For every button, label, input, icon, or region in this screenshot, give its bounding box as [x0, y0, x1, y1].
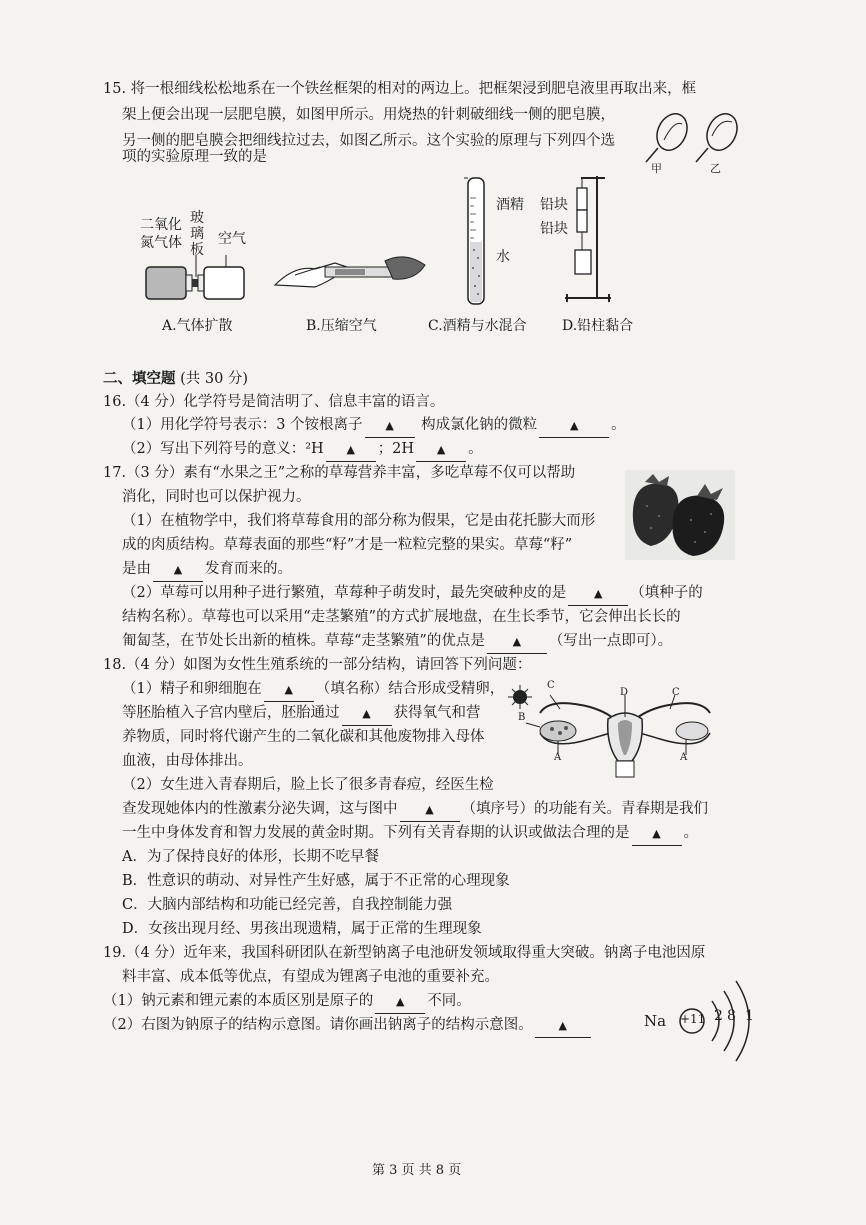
q18-option-d: D．女孩出现月经、男孩出现遗精，属于正常的生理现象	[122, 921, 482, 937]
fig-yi-label: 乙	[710, 162, 721, 175]
q18-line-7	[122, 822, 698, 846]
lead-cylinder-stand-figure	[555, 172, 615, 307]
answer-blank[interactable]	[400, 798, 460, 822]
section-2-heading	[103, 368, 248, 390]
option-c-caption: C.酒精与水混合	[428, 318, 527, 334]
q15-line-3: 另一侧的肥皂膜会把细线拉过去，如图乙所示。这个实验的原理与下列四个选	[122, 133, 615, 149]
q18-l2-a: 等胚胎植入子宫内壁后，胚胎通过	[122, 705, 340, 721]
answer-blank[interactable]	[264, 678, 314, 702]
q16-stem: 16.（4 分）化学符号是简洁明了、信息丰富的语言。	[103, 394, 445, 410]
q19-p1-a: （1）钠元素和锂元素的本质区别是原子的	[103, 993, 374, 1009]
answer-blank[interactable]	[153, 558, 203, 582]
diagram-label-a1: A	[554, 752, 562, 763]
diagram-label-b: B	[518, 712, 526, 723]
q17-line-5	[122, 558, 292, 582]
option-a-caption: A.气体扩散	[162, 318, 233, 334]
option-b-caption: B.压缩空气	[306, 318, 377, 334]
q17-l6-b: （填种子的	[630, 585, 703, 601]
label-lead-1: 铅块	[540, 197, 568, 213]
q18-line-4: 血液，由母体排出。	[122, 753, 253, 769]
q18-stem: 18.（4 分）如图为女性生殖系统的一部分结构，请回答下列问题：	[103, 657, 532, 673]
atom-symbol: Na	[644, 1012, 667, 1030]
label-glass-2: 璃	[190, 226, 204, 242]
diagram-label-c1: C	[547, 680, 555, 691]
q17-l6-a: （2）草莓可以用种子进行繁殖，草莓种子萌发时，最先突破种皮的是	[122, 585, 567, 601]
q19-p1-b: 不同。	[427, 993, 471, 1009]
page-footer: 第 3 页 共 8 页	[372, 1163, 462, 1178]
q15-line-1: 15. 将一根细线松松地系在一个铁丝框架的相对的两边上。把框架浸到肥皂液里再取出来，框	[103, 81, 697, 97]
atom-nucleus: +11	[680, 1012, 706, 1026]
answer-mark: ▲	[594, 587, 603, 600]
answer-blank[interactable]	[487, 630, 547, 654]
q18-option-c: C．大脑内部结构和功能已经完善，自我控制能力强	[122, 897, 453, 913]
label-water: 水	[496, 249, 510, 265]
label-glass-3: 板	[190, 242, 204, 258]
q18-option-a: A．为了保持良好的体形，长期不吃早餐	[122, 849, 379, 865]
q17-l5-b: 发育而来的。	[205, 561, 292, 577]
female-reproductive-diagram	[510, 683, 725, 783]
q18-l7-a: 一生中身体发育和智力发展的黄金时期。下列有关青春期的认识或做法合理的是	[122, 825, 630, 841]
q17-l5-a: 是由	[122, 561, 151, 577]
atom-shell-1: 2	[714, 1008, 723, 1024]
label-lead-2: 铅块	[540, 221, 568, 237]
q18-l6-b: （填序号）的功能有关。青春期是我们	[461, 801, 708, 817]
answer-blank[interactable]	[416, 438, 466, 462]
answer-mark: ▲	[385, 419, 394, 432]
q18-option-b: B．性意识的萌动、对异性产生好感，属于不正常的心理现象	[122, 873, 510, 889]
gas-diffusion-figure	[140, 255, 250, 310]
q19-p2-text: （2）右图为钠原子的结构示意图。请你画出钠离子的结构示意图。	[103, 1017, 533, 1033]
answer-blank[interactable]	[535, 1014, 591, 1038]
atom-shell-2: 8	[727, 1008, 736, 1024]
diagram-label-c2: C	[672, 687, 680, 698]
answer-mark: ▲	[362, 707, 371, 720]
alcohol-water-tube-figure	[462, 178, 492, 308]
atom-shell-3: 1	[745, 1008, 754, 1024]
q16-part-2: （2）写出下列符号的意义：²H ▲ ；2H ▲ 。	[122, 438, 483, 462]
q16-p2-text-b: ；2H	[377, 441, 415, 457]
answer-mark: ▲	[425, 803, 434, 816]
answer-mark: ▲	[396, 995, 405, 1008]
answer-mark: ▲	[569, 419, 579, 432]
answer-mark: ▲	[284, 683, 293, 696]
answer-blank[interactable]	[365, 414, 415, 438]
q15-line-2: 架上便会出现一层肥皂膜，如图甲所示。用烧热的针刺破细线一侧的肥皂膜，	[122, 107, 615, 123]
answer-blank[interactable]	[539, 414, 609, 438]
q17-l8-a: 匍匐茎，在节处长出新的植株。草莓“走茎繁殖”的优点是	[122, 633, 485, 649]
q17-line-4: 成的肉质结构。草莓表面的那些“籽”才是一粒粒完整的果实。草莓“籽”	[122, 537, 573, 553]
q19-part-1	[103, 990, 471, 1014]
answer-mark: ▲	[436, 443, 446, 456]
q17-l8-b: （写出一点即可）。	[548, 633, 673, 649]
answer-blank[interactable]	[375, 990, 425, 1014]
section-2-title: 二、填空题	[103, 370, 176, 387]
strawberry-photo	[625, 470, 735, 560]
q16-p1-text-b: 构成氯化钠的微粒	[421, 417, 538, 433]
q17-line-3: （1）在植物学中，我们将草莓食用的部分称为假果，它是由花托膨大而形	[122, 513, 596, 529]
compress-air-figure	[275, 245, 435, 300]
q18-line-3: 养物质，同时将代谢产生的二氧化碳和其他废物排入母体	[122, 729, 485, 745]
q17-line-1: 17.（3 分）素有“水果之王”之称的草莓营养丰富，多吃草莓不仅可以帮助	[103, 465, 576, 481]
label-no2-line2: 氮气体	[140, 235, 182, 251]
q17-line-7: 结构名称）。草莓也可以采用“走茎繁殖”的方式扩展地盘，在生长季节，它会伸出长长的	[122, 609, 681, 625]
q18-l6-a: 查发现她体内的性激素分泌失调，这与图中	[122, 801, 398, 817]
q17-line-8	[122, 630, 672, 654]
option-d-caption: D.铅柱黏合	[562, 318, 634, 334]
diagram-label-a2: A	[680, 752, 688, 763]
q19-line-1: 19.（4 分）近年来，我国科研团队在新型钠离子电池研发领域取得重大突破。钠离子电池因原	[103, 945, 706, 961]
q18-line-5: （2）女生进入青春期后，脸上长了很多青春痘，经医生检	[122, 777, 494, 793]
q18-l1-a: （1）精子和卵细胞在	[122, 681, 262, 697]
label-air: 空气	[218, 231, 246, 247]
label-glass-1: 玻	[190, 210, 204, 226]
soap-film-figure	[650, 110, 750, 170]
q18-line-2	[122, 702, 481, 726]
q16-p1-text-a: （1）用化学符号表示：3 个铵根离子	[122, 417, 363, 433]
q17-line-2: 消化，同时也可以保护视力。	[122, 489, 311, 505]
q16-part-1: （1）用化学符号表示：3 个铵根离子 ▲ 构成氯化钠的微粒 ▲ 。	[122, 414, 626, 438]
answer-blank[interactable]	[326, 438, 376, 462]
q19-line-2: 料丰富、成本低等优点，有望成为锂离子电池的重要补充。	[122, 969, 499, 985]
q16-p2-text-a: （2）写出下列符号的意义：²H	[122, 441, 324, 457]
section-2-points: (共 30 分)	[180, 371, 249, 387]
answer-mark: ▲	[652, 827, 661, 840]
label-alcohol: 酒精	[496, 197, 524, 213]
answer-mark: ▲	[512, 635, 522, 648]
q18-l2-b: 获得氧气和营	[393, 705, 481, 721]
q18-l1-b: （填名称）结合形成受精卵，	[315, 681, 505, 697]
label-no2-line1: 二氧化	[140, 217, 182, 233]
answer-blank[interactable]	[632, 822, 682, 846]
answer-blank[interactable]	[568, 582, 628, 606]
fig-jia-label: 甲	[651, 162, 662, 175]
answer-mark: ▲	[558, 1019, 567, 1032]
q18-line-1	[122, 678, 504, 702]
q19-part-2	[103, 1014, 593, 1038]
answer-mark: ▲	[173, 563, 183, 576]
answer-mark: ▲	[346, 443, 355, 456]
answer-blank[interactable]	[342, 702, 392, 726]
q17-line-6	[122, 582, 703, 606]
diagram-label-d: D	[620, 687, 629, 698]
q18-l7-b: 。	[683, 825, 698, 841]
q15-line-4: 项的实验原理一致的是	[122, 149, 267, 165]
q18-line-6	[122, 798, 708, 822]
